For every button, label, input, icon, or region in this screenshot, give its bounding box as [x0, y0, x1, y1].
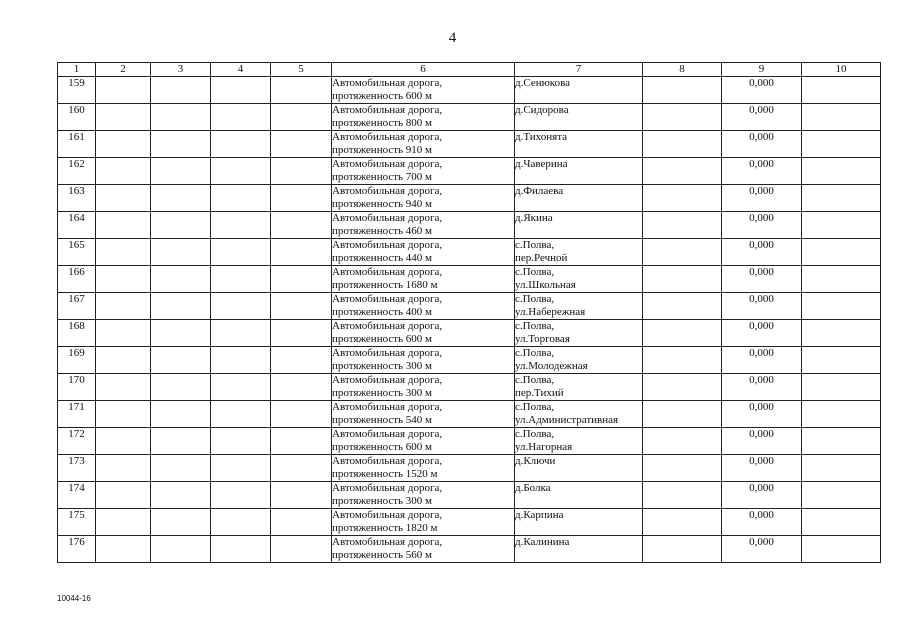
value-cell: 0,000: [722, 131, 802, 158]
empty-cell: [96, 158, 151, 185]
object-name-line: Автомобильная дорога,: [332, 401, 443, 413]
value-cell: 0,000: [722, 77, 802, 104]
location-line: ул.Административная: [515, 414, 619, 426]
row-number-cell: 172: [58, 428, 96, 455]
location-line: д.Ключи: [515, 455, 556, 467]
empty-cell: [211, 266, 271, 293]
object-name-line: Автомобильная дорога,: [332, 158, 443, 170]
object-name-line: протяженность 800 м: [332, 117, 433, 129]
row-number-cell: 175: [58, 509, 96, 536]
table-row: [58, 239, 881, 266]
table-row: [58, 266, 881, 293]
table-row: [58, 320, 881, 347]
empty-cell: [802, 509, 881, 536]
location-line: д.Филаева: [515, 185, 564, 197]
empty-cell: [643, 131, 722, 158]
empty-cell: [151, 212, 211, 239]
empty-cell: [802, 104, 881, 131]
location-line: д.Якина: [515, 212, 553, 224]
value-cell: 0,000: [722, 509, 802, 536]
table-row: [58, 347, 881, 374]
location-cell: [515, 320, 643, 347]
empty-cell: [96, 77, 151, 104]
empty-cell: [802, 293, 881, 320]
empty-cell: [151, 266, 211, 293]
object-name-line: Автомобильная дорога,: [332, 509, 443, 521]
empty-cell: [271, 482, 332, 509]
empty-cell: [211, 536, 271, 563]
location-cell: [515, 536, 643, 563]
empty-cell: [802, 374, 881, 401]
row-number-cell: 174: [58, 482, 96, 509]
table-row: [58, 158, 881, 185]
object-name-line: Автомобильная дорога,: [332, 428, 443, 440]
empty-cell: [211, 509, 271, 536]
object-name-cell: [332, 239, 515, 266]
object-name-line: протяженность 700 м: [332, 171, 433, 183]
value-cell: 0,000: [722, 428, 802, 455]
table-row: [58, 104, 881, 131]
location-line: ул.Торговая: [515, 333, 570, 345]
empty-cell: [151, 158, 211, 185]
empty-cell: [211, 77, 271, 104]
column-header: 9: [722, 63, 802, 77]
object-name-line: протяженность 300 м: [332, 387, 433, 399]
object-name-line: Автомобильная дорога,: [332, 104, 443, 116]
object-name-cell: [332, 347, 515, 374]
object-name-cell: [332, 401, 515, 428]
column-header: 2: [96, 63, 151, 77]
empty-cell: [271, 266, 332, 293]
empty-cell: [211, 131, 271, 158]
object-name-line: Автомобильная дорога,: [332, 266, 443, 278]
object-name-line: протяженность 940 м: [332, 198, 433, 210]
empty-cell: [271, 158, 332, 185]
column-header: 7: [515, 63, 643, 77]
empty-cell: [96, 428, 151, 455]
column-header: 10: [802, 63, 881, 77]
empty-cell: [96, 185, 151, 212]
empty-cell: [643, 509, 722, 536]
empty-cell: [643, 239, 722, 266]
empty-cell: [271, 347, 332, 374]
empty-cell: [271, 455, 332, 482]
road-registry-table: [57, 62, 881, 563]
empty-cell: [151, 131, 211, 158]
location-cell: [515, 266, 643, 293]
object-name-line: Автомобильная дорога,: [332, 239, 443, 251]
location-line: с.Полва,: [515, 374, 555, 386]
empty-cell: [643, 482, 722, 509]
value-cell: 0,000: [722, 455, 802, 482]
empty-cell: [643, 428, 722, 455]
object-name-cell: [332, 320, 515, 347]
empty-cell: [643, 401, 722, 428]
empty-cell: [271, 77, 332, 104]
empty-cell: [271, 293, 332, 320]
empty-cell: [211, 320, 271, 347]
empty-cell: [802, 401, 881, 428]
empty-cell: [271, 509, 332, 536]
location-line: с.Полва,: [515, 293, 555, 305]
table-body: [58, 77, 881, 563]
location-line: с.Полва,: [515, 401, 555, 413]
empty-cell: [211, 455, 271, 482]
location-line: ул.Школьная: [515, 279, 576, 291]
row-number-cell: 171: [58, 401, 96, 428]
empty-cell: [211, 374, 271, 401]
object-name-line: протяженность 600 м: [332, 441, 433, 453]
row-number-cell: 160: [58, 104, 96, 131]
empty-cell: [151, 77, 211, 104]
location-line: д.Сенюкова: [515, 77, 571, 89]
empty-cell: [643, 185, 722, 212]
location-line: ул.Молодежная: [515, 360, 588, 372]
object-name-line: протяженность 910 м: [332, 144, 433, 156]
object-name-line: Автомобильная дорога,: [332, 347, 443, 359]
empty-cell: [211, 347, 271, 374]
location-line: д.Калинина: [515, 536, 570, 548]
value-cell: 0,000: [722, 212, 802, 239]
value-cell: 0,000: [722, 158, 802, 185]
column-header: 8: [643, 63, 722, 77]
object-name-line: Автомобильная дорога,: [332, 212, 443, 224]
empty-cell: [802, 212, 881, 239]
empty-cell: [96, 239, 151, 266]
table-row: [58, 374, 881, 401]
location-cell: [515, 104, 643, 131]
header-row: [58, 63, 881, 77]
location-cell: [515, 293, 643, 320]
value-cell: 0,000: [722, 293, 802, 320]
table-row: [58, 212, 881, 239]
object-name-line: протяженность 300 м: [332, 360, 433, 372]
row-number-cell: 173: [58, 455, 96, 482]
object-name-cell: [332, 185, 515, 212]
empty-cell: [151, 401, 211, 428]
location-cell: [515, 509, 643, 536]
empty-cell: [271, 104, 332, 131]
location-line: с.Полва,: [515, 320, 555, 332]
empty-cell: [96, 536, 151, 563]
object-name-cell: [332, 77, 515, 104]
empty-cell: [802, 266, 881, 293]
empty-cell: [271, 212, 332, 239]
value-cell: 0,000: [722, 266, 802, 293]
object-name-cell: [332, 158, 515, 185]
location-cell: [515, 482, 643, 509]
column-header: 4: [211, 63, 271, 77]
location-cell: [515, 77, 643, 104]
location-line: ул.Нагорная: [515, 441, 573, 453]
empty-cell: [151, 536, 211, 563]
value-cell: 0,000: [722, 374, 802, 401]
column-header: 3: [151, 63, 211, 77]
location-line: с.Полва,: [515, 266, 555, 278]
empty-cell: [802, 347, 881, 374]
empty-cell: [96, 509, 151, 536]
object-name-cell: [332, 428, 515, 455]
empty-cell: [96, 320, 151, 347]
empty-cell: [96, 347, 151, 374]
object-name-cell: [332, 482, 515, 509]
value-cell: 0,000: [722, 185, 802, 212]
empty-cell: [211, 185, 271, 212]
location-cell: [515, 455, 643, 482]
table-row: [58, 185, 881, 212]
table-row: [58, 536, 881, 563]
object-name-line: Автомобильная дорога,: [332, 131, 443, 143]
location-cell: [515, 428, 643, 455]
empty-cell: [96, 266, 151, 293]
empty-cell: [151, 455, 211, 482]
object-name-line: Автомобильная дорога,: [332, 320, 443, 332]
object-name-cell: [332, 266, 515, 293]
row-number-cell: 165: [58, 239, 96, 266]
empty-cell: [271, 131, 332, 158]
location-line: с.Полва,: [515, 428, 555, 440]
empty-cell: [96, 455, 151, 482]
empty-cell: [643, 455, 722, 482]
empty-cell: [211, 428, 271, 455]
empty-cell: [151, 347, 211, 374]
table-row: [58, 428, 881, 455]
empty-cell: [643, 266, 722, 293]
location-line: д.Карпина: [515, 509, 564, 521]
table-row: [58, 401, 881, 428]
empty-cell: [643, 293, 722, 320]
empty-cell: [211, 104, 271, 131]
empty-cell: [643, 536, 722, 563]
empty-cell: [96, 374, 151, 401]
empty-cell: [211, 401, 271, 428]
location-line: д.Тихонята: [515, 131, 568, 143]
location-line: д.Чаверина: [515, 158, 568, 170]
empty-cell: [802, 185, 881, 212]
row-number-cell: 169: [58, 347, 96, 374]
object-name-line: протяженность 540 м: [332, 414, 433, 426]
empty-cell: [151, 482, 211, 509]
empty-cell: [802, 131, 881, 158]
row-number-cell: 164: [58, 212, 96, 239]
empty-cell: [643, 158, 722, 185]
empty-cell: [151, 374, 211, 401]
empty-cell: [802, 536, 881, 563]
empty-cell: [151, 104, 211, 131]
object-name-line: Автомобильная дорога,: [332, 185, 443, 197]
empty-cell: [211, 482, 271, 509]
table-row: [58, 293, 881, 320]
empty-cell: [151, 239, 211, 266]
object-name-line: Автомобильная дорога,: [332, 374, 443, 386]
empty-cell: [211, 239, 271, 266]
location-line: пер.Тихий: [515, 387, 564, 399]
row-number-cell: 176: [58, 536, 96, 563]
empty-cell: [271, 536, 332, 563]
empty-cell: [271, 185, 332, 212]
value-cell: 0,000: [722, 104, 802, 131]
empty-cell: [643, 320, 722, 347]
empty-cell: [643, 77, 722, 104]
column-header: 1: [58, 63, 96, 77]
table-row: [58, 509, 881, 536]
row-number-cell: 166: [58, 266, 96, 293]
empty-cell: [643, 104, 722, 131]
empty-cell: [151, 509, 211, 536]
object-name-cell: [332, 212, 515, 239]
location-line: с.Полва,: [515, 347, 555, 359]
page-number: 4: [448, 30, 457, 46]
empty-cell: [802, 158, 881, 185]
row-number-cell: 161: [58, 131, 96, 158]
object-name-line: протяженность 460 м: [332, 225, 433, 237]
object-name-line: Автомобильная дорога,: [332, 77, 443, 89]
empty-cell: [96, 401, 151, 428]
location-cell: [515, 374, 643, 401]
empty-cell: [96, 104, 151, 131]
object-name-line: протяженность 1520 м: [332, 468, 438, 480]
object-name-cell: [332, 536, 515, 563]
empty-cell: [271, 320, 332, 347]
empty-cell: [643, 212, 722, 239]
empty-cell: [802, 428, 881, 455]
object-name-cell: [332, 131, 515, 158]
location-line: ул.Набережная: [515, 306, 586, 318]
empty-cell: [802, 320, 881, 347]
empty-cell: [643, 347, 722, 374]
empty-cell: [802, 482, 881, 509]
object-name-cell: [332, 374, 515, 401]
row-number-cell: 159: [58, 77, 96, 104]
empty-cell: [802, 455, 881, 482]
object-name-line: протяженность 560 м: [332, 549, 433, 561]
empty-cell: [271, 401, 332, 428]
empty-cell: [643, 374, 722, 401]
object-name-line: протяженность 1820 м: [332, 522, 438, 534]
row-number-cell: 167: [58, 293, 96, 320]
value-cell: 0,000: [722, 482, 802, 509]
row-number-cell: 168: [58, 320, 96, 347]
object-name-cell: [332, 455, 515, 482]
empty-cell: [211, 212, 271, 239]
location-cell: [515, 347, 643, 374]
location-cell: [515, 401, 643, 428]
column-header: 6: [332, 63, 515, 77]
value-cell: 0,000: [722, 536, 802, 563]
object-name-line: Автомобильная дорога,: [332, 455, 443, 467]
location-cell: [515, 185, 643, 212]
location-line: д.Болка: [515, 482, 551, 494]
empty-cell: [151, 293, 211, 320]
empty-cell: [96, 212, 151, 239]
object-name-line: протяженность 1680 м: [332, 279, 438, 291]
row-number-cell: 163: [58, 185, 96, 212]
location-cell: [515, 131, 643, 158]
empty-cell: [802, 77, 881, 104]
object-name-line: протяженность 600 м: [332, 333, 433, 345]
object-name-line: протяженность 440 м: [332, 252, 433, 264]
table-header: [58, 63, 881, 77]
empty-cell: [151, 320, 211, 347]
object-name-line: Автомобильная дорога,: [332, 482, 443, 494]
empty-cell: [271, 239, 332, 266]
empty-cell: [211, 293, 271, 320]
object-name-cell: [332, 293, 515, 320]
empty-cell: [211, 158, 271, 185]
location-line: с.Полва,: [515, 239, 555, 251]
location-cell: [515, 212, 643, 239]
empty-cell: [271, 374, 332, 401]
table-row: [58, 131, 881, 158]
object-name-line: Автомобильная дорога,: [332, 536, 443, 548]
object-name-line: протяженность 300 м: [332, 495, 433, 507]
value-cell: 0,000: [722, 401, 802, 428]
object-name-cell: [332, 104, 515, 131]
column-header: 5: [271, 63, 332, 77]
object-name-line: Автомобильная дорога,: [332, 293, 443, 305]
table-row: [58, 77, 881, 104]
location-line: пер.Речной: [515, 252, 568, 264]
table-row: [58, 455, 881, 482]
value-cell: 0,000: [722, 239, 802, 266]
location-cell: [515, 158, 643, 185]
empty-cell: [151, 428, 211, 455]
empty-cell: [96, 131, 151, 158]
object-name-line: протяженность 600 м: [332, 90, 433, 102]
location-cell: [515, 239, 643, 266]
value-cell: 0,000: [722, 320, 802, 347]
empty-cell: [151, 185, 211, 212]
empty-cell: [271, 428, 332, 455]
object-name-line: протяженность 400 м: [332, 306, 433, 318]
empty-cell: [96, 293, 151, 320]
row-number-cell: 170: [58, 374, 96, 401]
row-number-cell: 162: [58, 158, 96, 185]
location-line: д.Сидорова: [515, 104, 569, 116]
empty-cell: [96, 482, 151, 509]
empty-cell: [802, 239, 881, 266]
value-cell: 0,000: [722, 347, 802, 374]
object-name-cell: [332, 509, 515, 536]
document-code: 10044-16: [57, 594, 91, 603]
table-row: [58, 482, 881, 509]
